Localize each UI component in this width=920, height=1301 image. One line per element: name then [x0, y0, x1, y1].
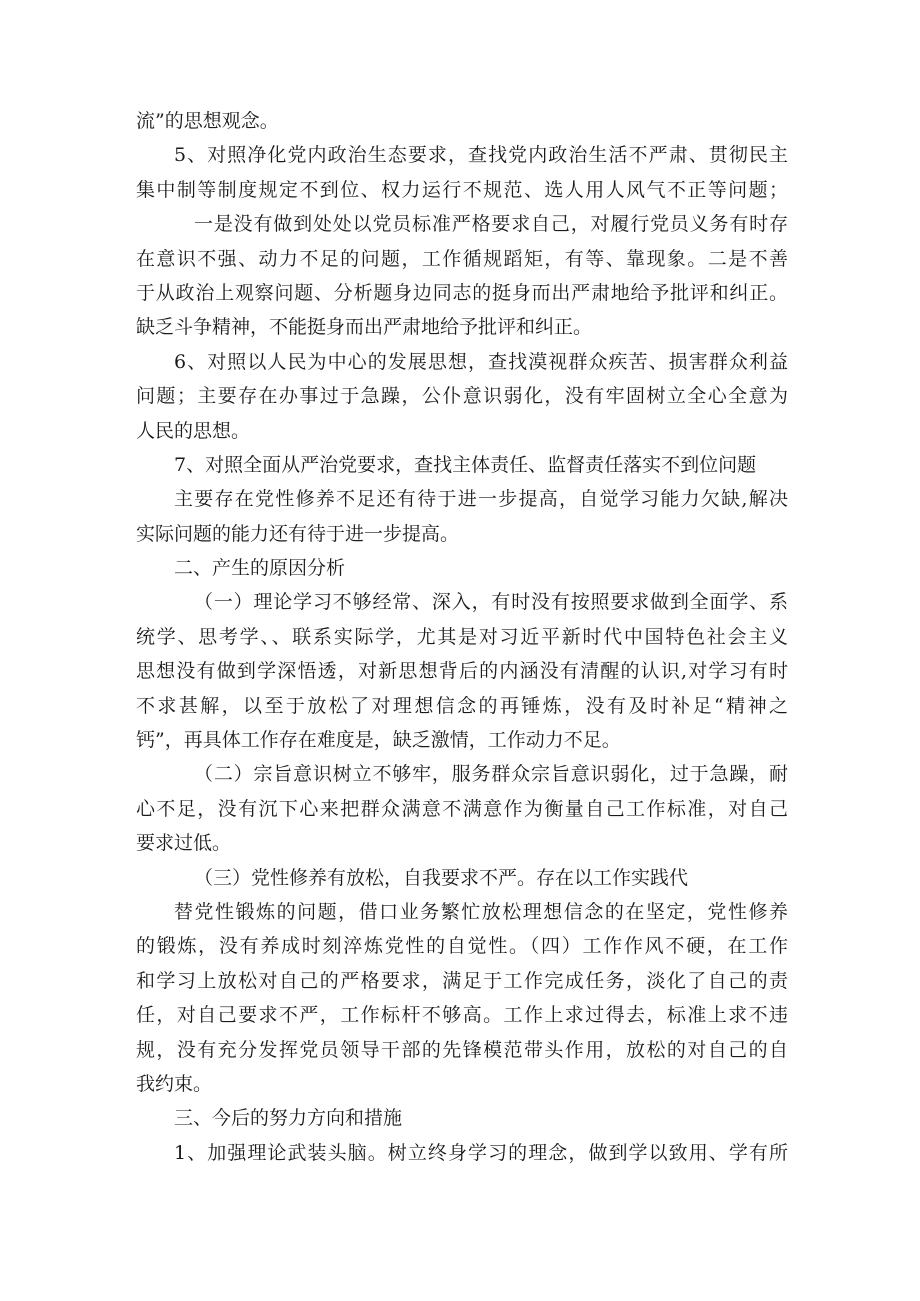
text-line: 统学、思考学、、联系实际学，尤其是对习近平新时代中国特色社会主义	[136, 625, 788, 648]
text-line: 和学习上放松对自己的严格要求，满足于工作完成任务，淡化了自己的责	[136, 969, 788, 992]
text-line: 二、产生的原因分析	[174, 557, 346, 580]
text-line: 在意识不强、动力不足的问题，工作循规蹈矩，有等、靠现象。二是不善	[136, 247, 788, 270]
text-line: 主要存在党性修养不足还有待于进一步提高，自觉学习能力欠缺,解决	[174, 488, 788, 511]
text-line: 于从政治上观察问题、分析题身边同志的挺身而出严肃地给予批评和纠正。	[136, 281, 788, 304]
text-line: 1、加强理论武装头脑。树立终身学习的理念，做到学以致用、学有所	[174, 1141, 788, 1164]
text-line: 三、今后的努力方向和措施	[174, 1107, 403, 1130]
text-line: 的锻炼，没有养成时刻淬炼党性的自觉性。（四）工作作风不硬，在工作	[136, 935, 788, 958]
text-line: 任，对自己要求不严，工作标杆不够高。工作上求过得去，标准上求不违	[136, 1004, 788, 1027]
text-line: 6、对照以人民为中心的发展思想，查找漠视群众疾苦、损害群众利益	[174, 350, 788, 373]
text-line: 7、对照全面从严治党要求，查找主体责任、监督责任落实不到位问题	[174, 453, 757, 476]
text-line: 实际问题的能力还有待于进一步提高。	[136, 522, 460, 545]
document-body	[136, 104, 788, 1170]
text-line: 要求过低。	[136, 832, 232, 855]
text-line: 我约束。	[136, 1072, 213, 1095]
text-line: 不求甚解，以至于放松了对理想信念的再锤炼，没有及时补足“精神之	[136, 694, 788, 717]
text-line: 思想没有做到学深悟透，对新思想背后的内涵没有清醒的认识,对学习有时	[136, 660, 788, 683]
text-line: 人民的思想。	[136, 419, 251, 442]
text-line: 心不足，没有沉下心来把群众满意不满意作为衡量自己工作标准，对自己	[136, 797, 788, 820]
text-line: 集中制等制度规定不到位、权力运行不规范、选人用人风气不正等问题；	[136, 178, 788, 201]
text-line: 5、对照净化党内政治生态要求，查找党内政治生活不严肃、贯彻民主	[174, 144, 788, 167]
text-line: 流”的思想观念。	[136, 110, 279, 132]
text-line: （二）宗旨意识树立不够牢，服务群众宗旨意识弱化，过于急躁，耐	[194, 763, 788, 786]
text-line: 规，没有充分发挥党员领导干部的先锋模范带头作用，放松的对自己的自	[136, 1038, 788, 1061]
text-line: 钙”，再具体工作存在难度是，缺乏激情，工作动力不足。	[136, 729, 621, 752]
text-line: （一）理论学习不够经常、深入，有时没有按照要求做到全面学、系	[194, 591, 788, 614]
text-line: 问题；主要存在办事过于急躁，公仆意识弱化，没有牢固树立全心全意为	[136, 385, 788, 408]
text-line: （三）党性修养有放松，自我要求不严。存在以工作实践代	[194, 866, 689, 889]
text-line: 一是没有做到处处以党员标准严格要求自己，对履行党员义务有时存	[194, 213, 788, 236]
text-line: 替党性锻炼的问题，借口业务繁忙放松理想信念的在坚定，党性修养	[174, 900, 788, 923]
text-line: 缺乏斗争精神，不能挺身而出严肃地给予批评和纠正。	[136, 316, 593, 339]
